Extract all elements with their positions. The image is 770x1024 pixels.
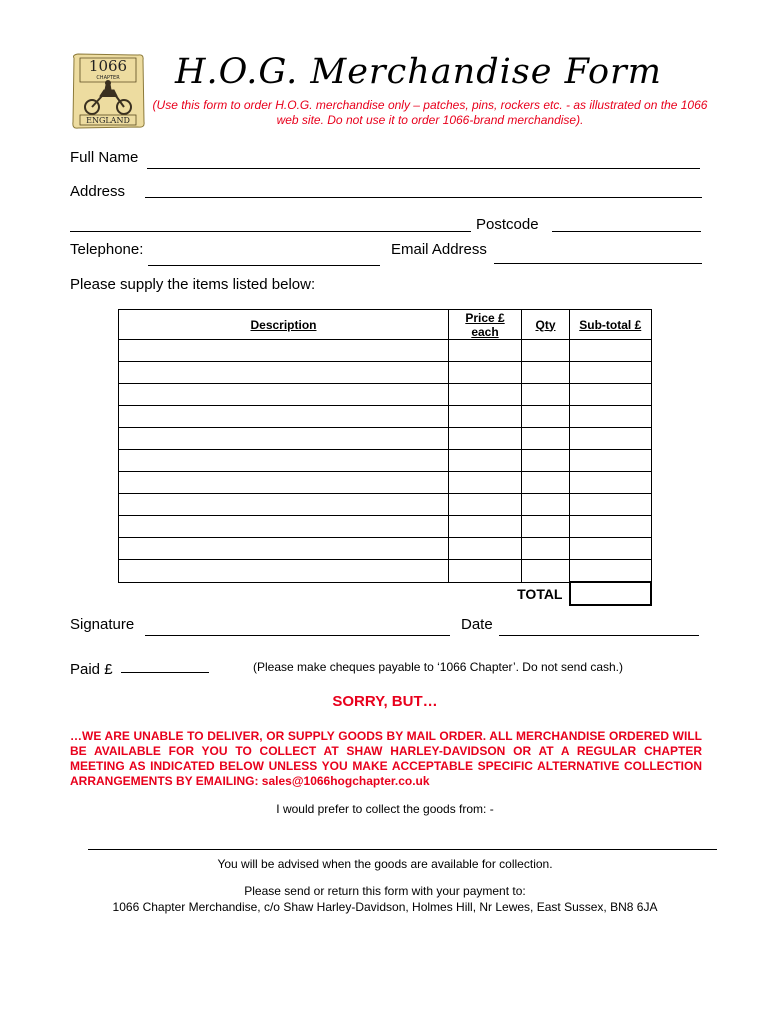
collection-prompt: I would prefer to collect the goods from: - bbox=[276, 802, 494, 816]
qty-cell[interactable] bbox=[522, 450, 570, 472]
page-title: H.O.G. Merchandise Form bbox=[175, 52, 662, 92]
full-name-label: Full Name bbox=[70, 149, 139, 166]
subtotal-cell[interactable] bbox=[570, 538, 652, 560]
signature-label: Signature bbox=[70, 616, 135, 633]
price-cell[interactable] bbox=[449, 538, 522, 560]
table-row bbox=[119, 384, 652, 406]
return-instructions: Please send or return this form with your payment to: bbox=[244, 884, 526, 898]
price-cell[interactable] bbox=[449, 406, 522, 428]
subtotal-cell[interactable] bbox=[570, 450, 652, 472]
description-cell[interactable] bbox=[119, 384, 449, 406]
description-cell[interactable] bbox=[119, 472, 449, 494]
total-label: TOTAL bbox=[517, 585, 563, 602]
description-cell[interactable] bbox=[119, 560, 449, 583]
qty-cell[interactable] bbox=[522, 560, 570, 583]
qty-cell[interactable] bbox=[522, 428, 570, 450]
total-row bbox=[119, 582, 652, 605]
qty-cell[interactable] bbox=[522, 516, 570, 538]
description-cell[interactable] bbox=[119, 406, 449, 428]
subtotal-cell[interactable] bbox=[570, 362, 652, 384]
table-row bbox=[119, 450, 652, 472]
notice-title: SORRY, BUT… bbox=[332, 693, 438, 710]
qty-header: Qty bbox=[522, 310, 570, 340]
total-field[interactable] bbox=[570, 582, 652, 605]
address-field-line1[interactable] bbox=[145, 197, 702, 198]
date-field[interactable] bbox=[499, 635, 699, 636]
table-row bbox=[119, 560, 652, 583]
subtotal-cell[interactable] bbox=[570, 428, 652, 450]
price-cell[interactable] bbox=[449, 384, 522, 406]
price-cell[interactable] bbox=[449, 450, 522, 472]
paid-label: Paid £ bbox=[70, 661, 113, 678]
telephone-field[interactable] bbox=[148, 265, 380, 266]
email-label: Email Address bbox=[391, 241, 487, 258]
qty-cell[interactable] bbox=[522, 406, 570, 428]
table-row bbox=[119, 494, 652, 516]
description-cell[interactable] bbox=[119, 362, 449, 384]
subtotal-cell[interactable] bbox=[570, 384, 652, 406]
description-cell[interactable] bbox=[119, 450, 449, 472]
table-row bbox=[119, 472, 652, 494]
address-label: Address bbox=[70, 183, 126, 200]
price-cell[interactable] bbox=[449, 340, 522, 362]
subtotal-cell[interactable] bbox=[570, 560, 652, 583]
price-header bbox=[449, 310, 522, 340]
description-cell[interactable] bbox=[119, 428, 449, 450]
cheque-note: (Please make cheques payable to ‘1066 Chapter’. Do not send cash.) bbox=[253, 660, 624, 674]
address-field-line2[interactable] bbox=[70, 231, 471, 232]
qty-cell[interactable] bbox=[522, 384, 570, 406]
qty-cell[interactable] bbox=[522, 340, 570, 362]
items-table bbox=[118, 309, 652, 606]
table-row bbox=[119, 406, 652, 428]
table-row bbox=[119, 340, 652, 362]
collection-location-field[interactable] bbox=[88, 849, 717, 850]
chapter-logo bbox=[70, 52, 146, 130]
telephone-label: Telephone: bbox=[70, 241, 144, 258]
date-label: Date bbox=[461, 616, 493, 633]
paid-field[interactable] bbox=[121, 672, 209, 673]
subtotal-header: Sub-total £ bbox=[570, 310, 652, 340]
description-cell[interactable] bbox=[119, 340, 449, 362]
description-cell[interactable] bbox=[119, 494, 449, 516]
table-row bbox=[119, 516, 652, 538]
description-cell[interactable] bbox=[119, 516, 449, 538]
subtotal-cell[interactable] bbox=[570, 516, 652, 538]
logo-top-text: 1066 bbox=[88, 57, 128, 75]
price-cell[interactable] bbox=[449, 560, 522, 583]
table-row bbox=[119, 538, 652, 560]
table-header-row bbox=[119, 310, 652, 340]
qty-cell[interactable] bbox=[522, 362, 570, 384]
collection-advice: You will be advised when the goods are available for collection. bbox=[217, 857, 553, 871]
price-cell[interactable] bbox=[449, 362, 522, 384]
description-header: Description bbox=[119, 310, 449, 340]
price-cell[interactable] bbox=[449, 428, 522, 450]
price-cell[interactable] bbox=[449, 472, 522, 494]
qty-cell[interactable] bbox=[522, 494, 570, 516]
signature-field[interactable] bbox=[145, 635, 450, 636]
price-cell[interactable] bbox=[449, 494, 522, 516]
postcode-label: Postcode bbox=[476, 216, 539, 233]
email-field[interactable] bbox=[494, 263, 702, 264]
logo-bottom-text: ENGLAND bbox=[86, 116, 130, 125]
subtotal-cell[interactable] bbox=[570, 494, 652, 516]
return-address: 1066 Chapter Merchandise, c/o Shaw Harley-Davidson, Holmes Hill, Nr Lewes, East Sussex, BN8 6JA bbox=[112, 900, 658, 914]
price-cell[interactable] bbox=[449, 516, 522, 538]
description-cell[interactable] bbox=[119, 538, 449, 560]
logo-mid-text: CHAPTER bbox=[96, 75, 120, 81]
price-header-line1: Price £ bbox=[465, 310, 505, 325]
table-row bbox=[119, 428, 652, 450]
price-header-line2: each bbox=[471, 324, 499, 339]
subtotal-cell[interactable] bbox=[570, 340, 652, 362]
qty-cell[interactable] bbox=[522, 538, 570, 560]
postcode-field[interactable] bbox=[552, 231, 701, 232]
subtotal-cell[interactable] bbox=[570, 472, 652, 494]
qty-cell[interactable] bbox=[522, 472, 570, 494]
full-name-field[interactable] bbox=[147, 168, 700, 169]
subtotal-cell[interactable] bbox=[570, 406, 652, 428]
form-instructions: (Use this form to order H.O.G. merchandise only – patches, pins, rockers etc. - as illustrated on the 1066 web site. Do not use it to order 1066-brand merchandise). bbox=[152, 98, 708, 127]
items-prompt: Please supply the items listed below: bbox=[70, 276, 316, 293]
notice-text: …WE ARE UNABLE TO DELIVER, OR SUPPLY GOODS BY MAIL ORDER. ALL MERCHANDISE ORDERED WILL BE AVAILABLE FOR YOU TO COLLECT AT SHAW HARLEY-DAVIDSON OR AT A REGULAR CHAPTER MEETING AS INDICATED BELOW UNLESS YOU MAKE ACCEPTABLE SPECIFIC ALTERNATIVE COLLECTION ARRANGEMENTS BY EMAILING: sales@1066hogchapter.co.uk bbox=[70, 729, 702, 788]
table-row bbox=[119, 362, 652, 384]
